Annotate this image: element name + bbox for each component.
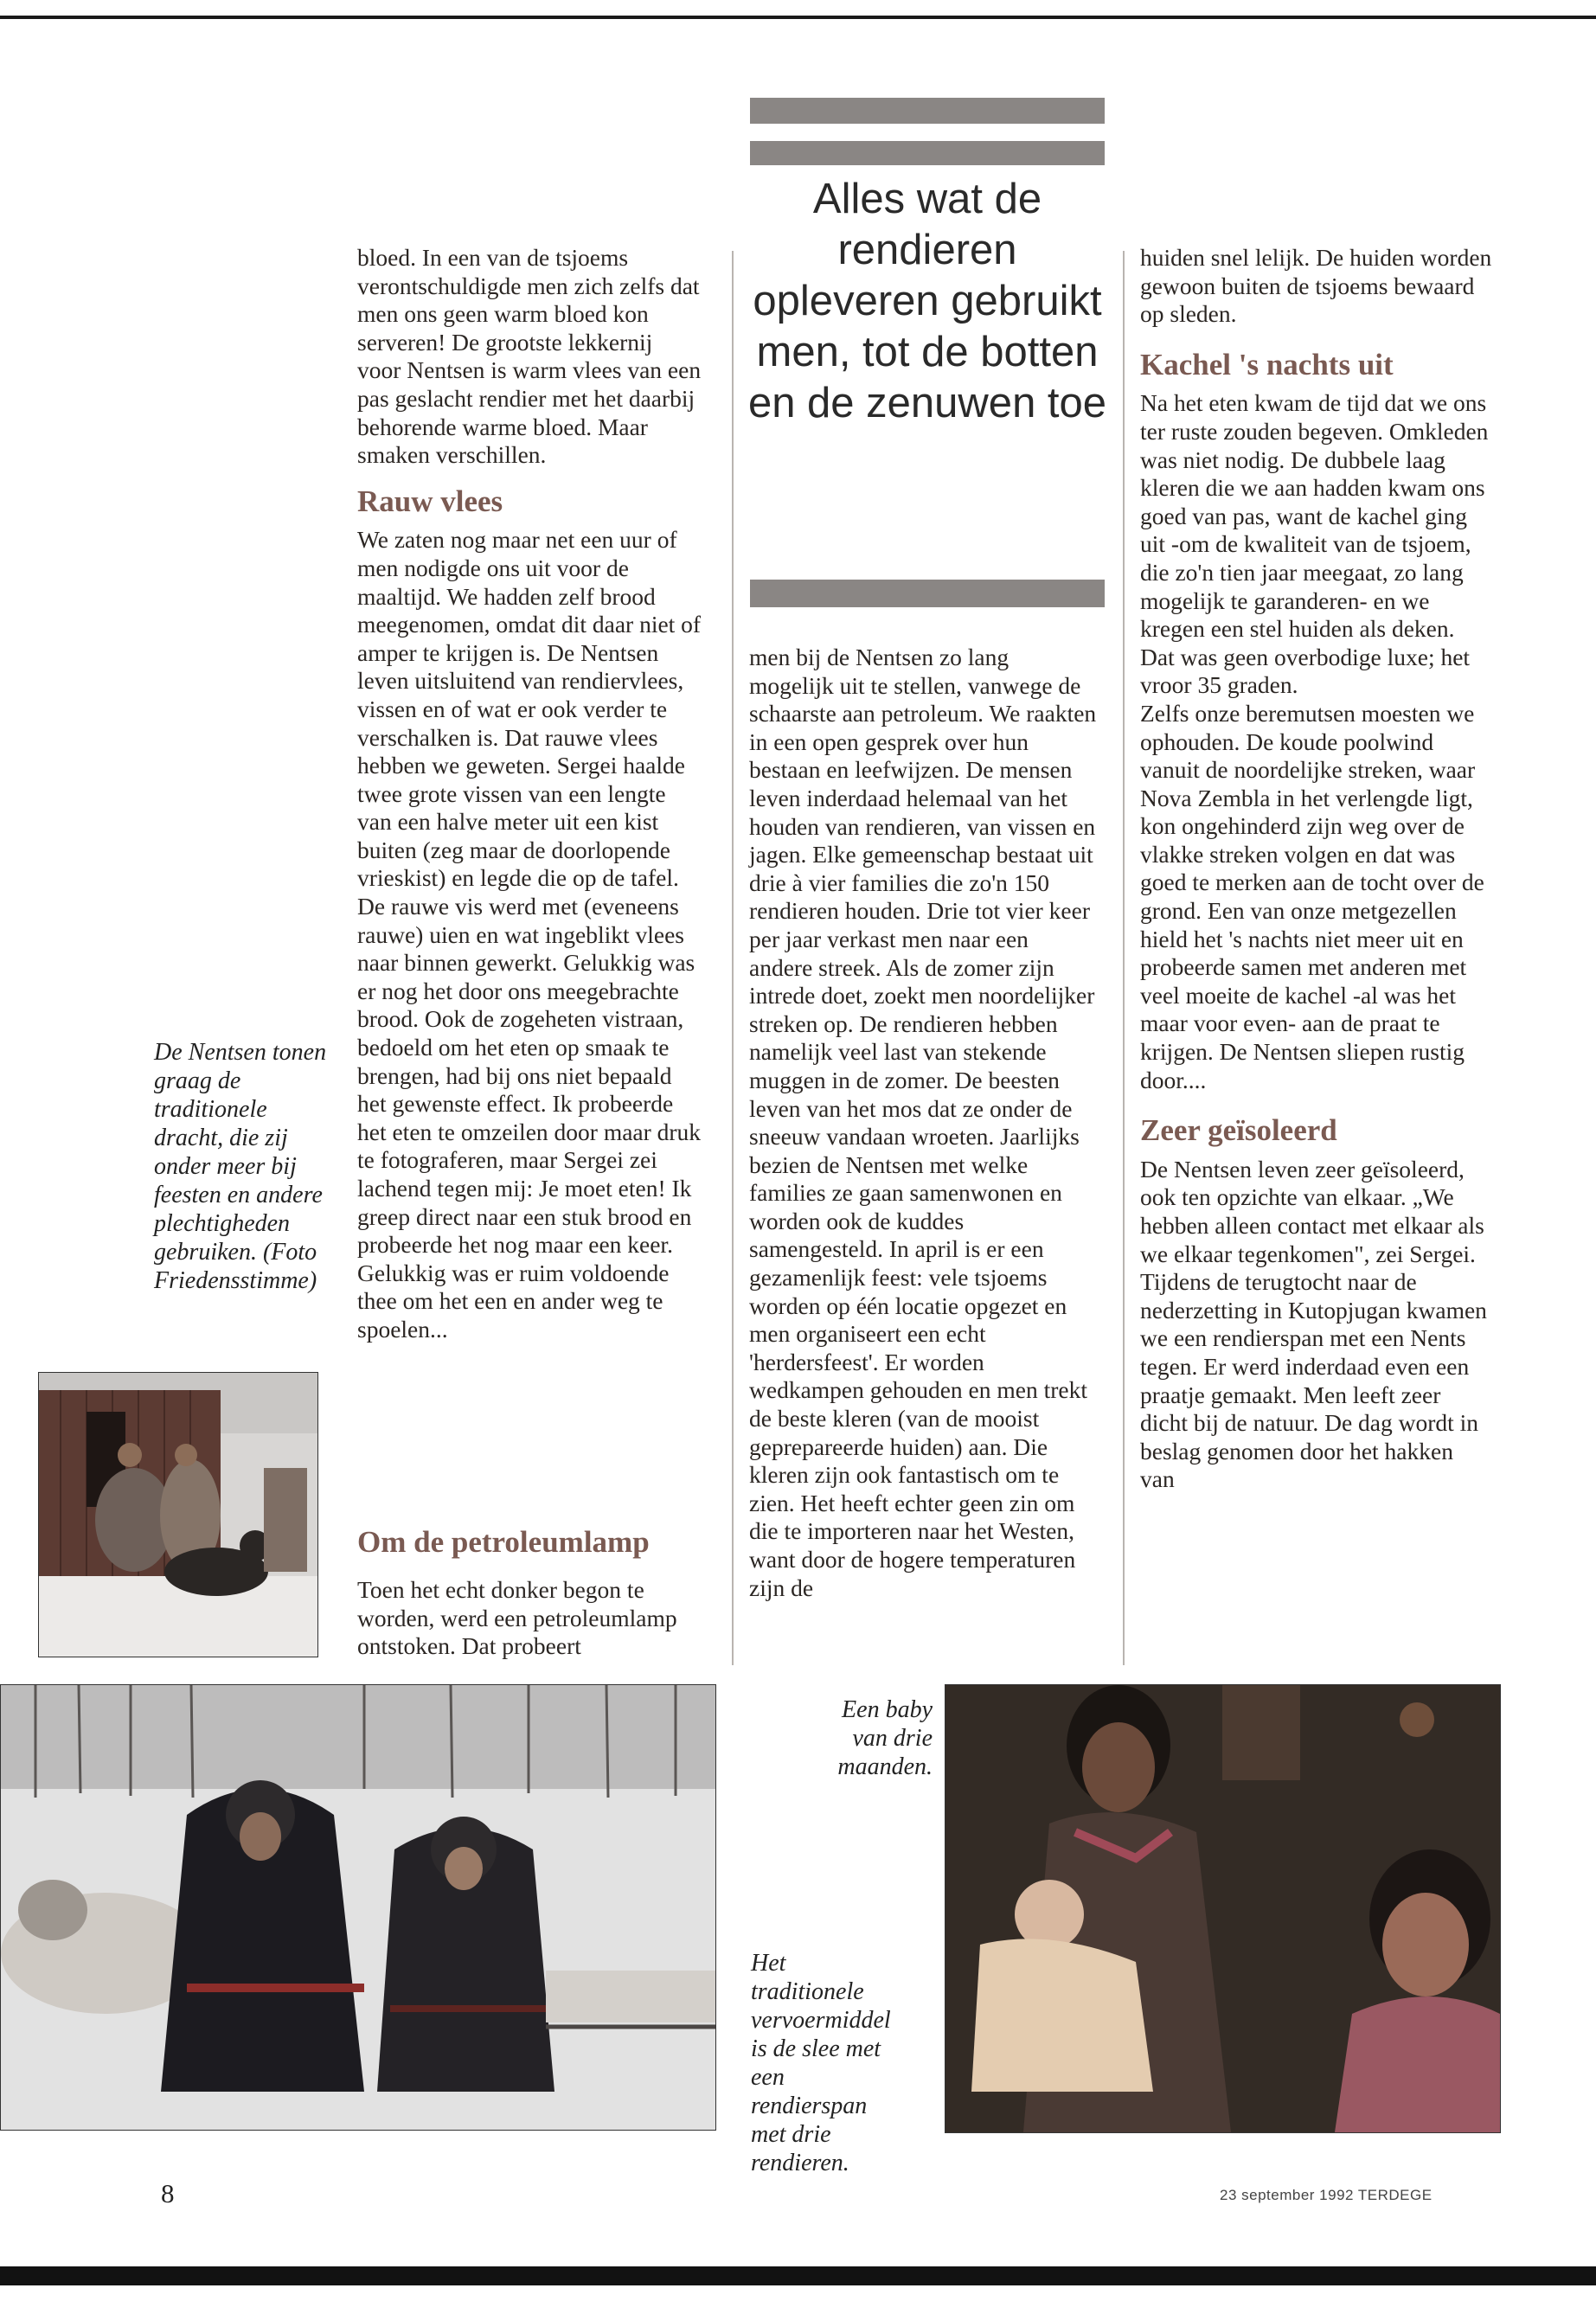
top-border-rule (0, 16, 1596, 19)
pull-quote: Alles wat de rendieren opleveren gebruikt men, tot de botten en de zenuwen toe (747, 176, 1107, 426)
column-3 (1140, 244, 1493, 1494)
column-1-end (357, 1576, 702, 1661)
caption-transport: Het traditionele vervoermiddel is de slee met een rendierspan met drie rendieren. (751, 1950, 891, 2176)
paragraph: Na het eten kwam de tijd dat we ons ter ruste zouden begeven. Omkleden was niet nodig. De dubbele laag kleren die we aan hadden kwam ons goed van pas, want de kachel ging uit -om de kwaliteit van de tsjoem, die zo'n tien jaar meegaat, zo lang mogelijk te garanderen- en we kregen een stel huiden als deken. Dat was geen overbodige luxe; het vroor 35 graden. (1140, 389, 1489, 699)
decor-bar-top (750, 98, 1105, 124)
column-divider (1123, 251, 1125, 1665)
column-divider (732, 251, 734, 1665)
decor-bar-bottom (750, 580, 1105, 607)
caption-tradition: De Nentsen tonen graag de traditionele dracht, die zij onder meer bij feesten en andere plechtigheden gebruiken. (Foto Friedensstimme) (154, 1039, 327, 1294)
subheading-geisoleerd: Zeer geïsoleerd (1140, 1113, 1337, 1148)
footer-date-magazine: 23 september 1992 TERDEGE (1220, 2187, 1433, 2203)
paragraph: We zaten nog maar net een uur of men nodigde ons uit voor de maaltijd. We hadden zelf brood meegenomen, omdat dit daar niet of amper te krijgen is. De Nentsen leven uitsluitend van rendiervlees, vissen en of wat er ook verder te verschalken is. Dat rauwe vlees hebben we geweten. Sergei haalde twee grote vissen van een lengte van een halve meter uit een kist buiten (zeg maar de doorlopende vrieskist) en legde die op de tafel. De rauwe vis werd met (eveneens rauwe) uien en wat ingeblikt vlees naar binnen gewerkt. Gelukkig was er nog het door ons meegebrachte brood. Ook de zogeheten vistraan, bedoeld om het eten op smaak te brengen, had bij ons niet bepaald het gewenste effect. Ik probeerde het eten te omzeilen door maar druk te fotograferen, maar Sergei zei lachend tegen mij: Je moet eten! Ik greep direct naar een stuk brood en probeerde het nog maar een keer. Gelukkig was er ruim voldoende thee om het een en ander weg te spoelen... (357, 526, 702, 1343)
paragraph: Toen het echt donker begon te worden, werd een petroleumlamp ontstoken. Dat probeert (357, 1576, 677, 1660)
subheading-petroleumlamp: Om de petroleumlamp (357, 1525, 650, 1559)
page-number: 8 (161, 2178, 175, 2208)
photo-hut-people (38, 1372, 318, 1657)
subheading-rauw-vlees: Rauw vlees (357, 484, 503, 518)
paragraph: Zelfs onze beremutsen moesten we ophouden. De koude poolwind vanuit de noordelijke streken, waar Nova Zembla in het verlengde ligt, kon ongehinderd zijn weg over de vlakke streken volgen en dat was goed te merken aan de tocht over de grond. Een van onze metgezellen hield het 's nachts niet meer uit en probeerde samen met anderen met veel moeite de kachel -al was het maar voor even- aan de praat te krijgen. De Nentsen sliepen rustig door.... (1140, 699, 1484, 1093)
column-2 (749, 644, 1097, 1602)
paragraph: huiden snel lelijk. De huiden worden gewoon buiten de tsjoems bewaard op sleden. (1140, 244, 1492, 328)
caption-baby: Een baby van drie maanden. (837, 1696, 933, 1780)
photo-baby-tent (945, 1684, 1501, 2133)
paragraph: De Nentsen leven zeer geïsoleerd, ook ten opzichte van elkaar. „We hebben alleen contact met elkaar als we elkaar tegenkomen", zei Sergei. Tijdens de terugtocht naar de nederzetting in Kutopjugan kwamen we een rendierspan met een Nents tegen. Er werd inderdaad even een praatje gemaakt. Men leeft zeer dicht bij de natuur. De dag wordt in beslag genomen door het hakken van (1140, 1155, 1487, 1493)
paragraph: bloed. In een van de tsjoems verontschuldigde men zich zelfs dat men ons geen warm bloed kon serveren! De grootste lekkernij voor Nentsen is warm vlees van een pas geslacht rendier met het daarbij behorende warme bloed. Maar smaken verschillen. (357, 244, 702, 469)
paragraph: men bij de Nentsen zo lang mogelijk uit te stellen, vanwege de schaarste aan petroleum. We raakten in een open gesprek over hun bestaan en leefwijzen. De mensen leven inderdaad helemaal van het houden van rendieren, van vissen en jagen. Elke gemeenschap bestaat uit drie à vier families die zo'n 150 rendieren houden. Drie tot vier keer per jaar verkast men naar een andere streek. Als de zomer zijn intrede doet, zoekt men noordelijker streken op. De rendieren hebben namelijk veel last van stekende muggen in de zomer. De beesten leven van het mos dat ze onder de sneeuw vandaan wroeten. Jaarlijks bezien de Nentsen met welke families ze gaan samenwonen en worden ook de kuddes samengesteld. In april is er een gezamenlijk feest: vele tsjoems worden op één locatie opgezet en men organiseert een echt 'herdersfeest'. Er worden wedkampen gehouden en men trekt de beste kleren (van de mooist geprepareerde huiden) aan. Die kleren zijn ook fantastisch om te zien. Het heeft echter geen zin om die te importeren naar het Westen, want door de hogere temperaturen zijn de (749, 644, 1097, 1601)
photo-reindeer-sled (0, 1684, 716, 2131)
column-1 (357, 244, 702, 1344)
decor-bar-second (750, 141, 1105, 165)
bottom-border-rule (0, 2266, 1596, 2285)
subheading-kachel: Kachel 's nachts uit (1140, 347, 1394, 381)
